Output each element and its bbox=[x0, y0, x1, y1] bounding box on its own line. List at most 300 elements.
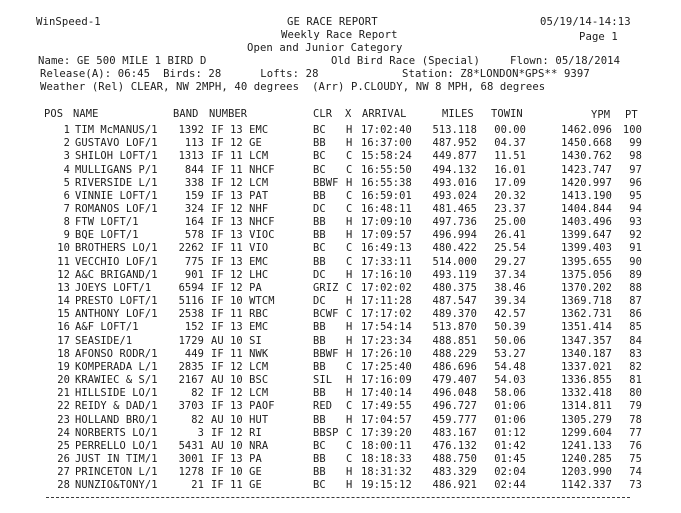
table-row bbox=[0, 124, 681, 137]
row-towin: 23.37 bbox=[494, 203, 526, 215]
row-clr: BC bbox=[313, 163, 326, 176]
row-clr: GRIZ bbox=[313, 281, 339, 294]
table-row bbox=[0, 335, 681, 348]
row-pos: 6 bbox=[63, 189, 70, 202]
row-towin: 04.37 bbox=[494, 137, 526, 150]
row-band: 1729 bbox=[178, 334, 204, 347]
table-row bbox=[0, 229, 681, 242]
col-arrival-header: ARRIVAL bbox=[362, 108, 407, 120]
row-clr: DC bbox=[313, 203, 326, 215]
row-ypm: 1351.414 bbox=[561, 321, 612, 334]
table-row bbox=[0, 348, 681, 361]
row-arrival: 17:09:57 bbox=[361, 229, 412, 242]
row-number: AU 10 NRA bbox=[211, 439, 269, 452]
row-clr: BC bbox=[313, 150, 326, 163]
row-ypm: 1395.655 bbox=[561, 255, 612, 268]
row-name: KOMPERADA L/1 bbox=[75, 360, 158, 373]
row-towin: 02:44 bbox=[494, 479, 526, 492]
row-towin: 17.09 bbox=[494, 176, 526, 189]
row-pos: 25 bbox=[57, 439, 70, 452]
row-number: IF 11 VIO bbox=[211, 242, 269, 255]
row-band: 5116 bbox=[178, 295, 204, 308]
row-miles: 497.736 bbox=[432, 216, 477, 229]
row-x: H bbox=[346, 124, 353, 136]
row-clr: BB bbox=[313, 216, 326, 229]
row-pt: 90 bbox=[629, 255, 642, 268]
row-towin: 00.00 bbox=[494, 124, 526, 136]
row-towin: 01:06 bbox=[494, 413, 526, 426]
row-ypm: 1241.133 bbox=[561, 439, 612, 452]
row-arrival: 15:58:24 bbox=[361, 150, 412, 163]
row-ypm: 1336.855 bbox=[561, 374, 612, 386]
row-towin: 50.39 bbox=[494, 321, 526, 334]
row-miles: 488.851 bbox=[432, 334, 477, 347]
row-name: BROTHERS LO/1 bbox=[75, 242, 158, 255]
row-band: 152 bbox=[184, 321, 204, 334]
row-arrival: 17:16:09 bbox=[361, 374, 412, 386]
row-pt: 78 bbox=[629, 413, 642, 426]
row-ypm: 1399.647 bbox=[561, 229, 612, 242]
page-number: Page 1 bbox=[579, 31, 618, 43]
row-band: 844 bbox=[184, 163, 204, 176]
table-row bbox=[0, 216, 681, 229]
race-name: Name: GE 500 MILE 1 BIRD D bbox=[38, 55, 207, 67]
row-name: VINNIE LOFT/1 bbox=[75, 189, 158, 202]
report-title: GE RACE REPORT bbox=[287, 16, 378, 28]
row-band: 6594 bbox=[178, 281, 204, 294]
row-miles: 513.870 bbox=[432, 321, 477, 334]
race-type: Old Bird Race (Special) bbox=[331, 55, 480, 67]
row-band: 775 bbox=[184, 255, 204, 268]
row-clr: BB bbox=[313, 453, 326, 465]
row-miles: 513.118 bbox=[432, 124, 477, 136]
row-name: KRAWIEC & S/1 bbox=[75, 374, 158, 386]
row-miles: 476.132 bbox=[432, 439, 477, 452]
row-arrival: 17:02:02 bbox=[361, 281, 412, 294]
row-clr: BB bbox=[313, 137, 326, 150]
row-pt: 95 bbox=[629, 189, 642, 202]
table-row bbox=[0, 164, 681, 177]
row-arrival: 17:02:40 bbox=[361, 124, 412, 136]
row-name: HILLSIDE LO/1 bbox=[75, 387, 158, 400]
row-pt: 99 bbox=[629, 137, 642, 150]
row-clr: BBSP bbox=[313, 426, 339, 439]
row-ypm: 1420.997 bbox=[561, 176, 612, 189]
table-row bbox=[0, 269, 681, 282]
row-band: 338 bbox=[184, 176, 204, 189]
row-band: 82 bbox=[191, 387, 204, 400]
row-miles: 480.422 bbox=[432, 242, 477, 255]
row-arrival: 18:31:32 bbox=[361, 466, 412, 479]
row-pt: 92 bbox=[629, 229, 642, 242]
row-name: ANTHONY LOF/1 bbox=[75, 308, 158, 321]
row-number: IF 10 WTCM bbox=[211, 295, 275, 308]
row-x: H bbox=[346, 413, 353, 426]
row-band: 3001 bbox=[178, 453, 204, 465]
row-name: JOEYS LOFT/1 bbox=[75, 281, 152, 294]
row-number: IF 10 GE bbox=[211, 466, 262, 479]
row-ypm: 1142.337 bbox=[561, 479, 612, 492]
table-row bbox=[0, 150, 681, 163]
row-pos: 16 bbox=[57, 321, 70, 334]
row-pos: 14 bbox=[57, 295, 70, 308]
row-name: PERRELLO LO/1 bbox=[75, 439, 158, 452]
row-name: JUST IN TIM/1 bbox=[75, 453, 158, 465]
row-miles: 496.994 bbox=[432, 229, 477, 242]
row-pos: 5 bbox=[63, 176, 70, 189]
row-ypm: 1399.403 bbox=[561, 242, 612, 255]
row-clr: BB bbox=[313, 360, 326, 373]
row-arrival: 17:09:10 bbox=[361, 216, 412, 229]
row-band: 2167 bbox=[178, 374, 204, 386]
row-pt: 85 bbox=[629, 321, 642, 334]
row-pt: 83 bbox=[629, 347, 642, 360]
row-name: SEASIDE/1 bbox=[75, 334, 133, 347]
weather-line: Weather (Rel) CLEAR, NW 2MPH, 40 degrees (Arr) P.CLOUDY, NW 8 MPH, 68 degrees bbox=[40, 81, 546, 93]
row-towin: 54.48 bbox=[494, 360, 526, 373]
row-clr: RED bbox=[313, 400, 333, 413]
row-x: H bbox=[346, 466, 353, 479]
table-row bbox=[0, 242, 681, 255]
row-arrival: 16:55:38 bbox=[361, 176, 412, 189]
row-pt: 81 bbox=[629, 374, 642, 386]
row-name: REIDY & DAD/1 bbox=[75, 400, 158, 413]
row-arrival: 16:59:01 bbox=[361, 189, 412, 202]
row-pos: 13 bbox=[57, 281, 70, 294]
row-miles: 487.952 bbox=[432, 137, 477, 150]
table-row bbox=[0, 203, 681, 216]
row-band: 164 bbox=[184, 216, 204, 229]
row-arrival: 17:26:10 bbox=[361, 347, 412, 360]
row-pt: 96 bbox=[629, 176, 642, 189]
row-towin: 11.51 bbox=[494, 150, 526, 163]
row-ypm: 1340.187 bbox=[561, 347, 612, 360]
row-band: 324 bbox=[184, 203, 204, 215]
row-name: A&F LOFT/1 bbox=[75, 321, 139, 334]
row-pos: 10 bbox=[57, 242, 70, 255]
row-pt: 86 bbox=[629, 308, 642, 321]
report-timestamp: 05/19/14-14:13 bbox=[540, 16, 631, 28]
row-name: BQE LOFT/1 bbox=[75, 229, 139, 242]
row-x: H bbox=[346, 374, 353, 386]
row-pt: 91 bbox=[629, 242, 642, 255]
table-row bbox=[0, 137, 681, 150]
table-row bbox=[0, 282, 681, 295]
row-ypm: 1462.096 bbox=[561, 124, 612, 136]
table-row bbox=[0, 414, 681, 427]
table-row bbox=[0, 256, 681, 269]
row-name: SHILOH LOFT/1 bbox=[75, 150, 158, 163]
row-towin: 02:04 bbox=[494, 466, 526, 479]
row-number: IF 13 PA bbox=[211, 453, 262, 465]
row-pt: 100 bbox=[622, 124, 642, 136]
row-pt: 84 bbox=[629, 334, 642, 347]
row-towin: 50.06 bbox=[494, 334, 526, 347]
row-pt: 73 bbox=[629, 479, 642, 492]
row-x: C bbox=[346, 163, 353, 176]
row-pt: 98 bbox=[629, 150, 642, 163]
table-row bbox=[0, 440, 681, 453]
row-pos: 28 bbox=[57, 479, 70, 492]
row-name: MULLIGANS P/1 bbox=[75, 163, 158, 176]
row-arrival: 16:49:13 bbox=[361, 242, 412, 255]
row-x: H bbox=[346, 229, 353, 242]
row-x: H bbox=[346, 321, 353, 334]
row-pt: 87 bbox=[629, 295, 642, 308]
table-row bbox=[0, 308, 681, 321]
row-ypm: 1430.762 bbox=[561, 150, 612, 163]
row-band: 449 bbox=[184, 347, 204, 360]
row-miles: 449.877 bbox=[432, 150, 477, 163]
col-miles-header: MILES bbox=[442, 108, 474, 120]
table-row bbox=[0, 321, 681, 334]
row-miles: 493.016 bbox=[432, 176, 477, 189]
col-clr-header: CLR bbox=[313, 108, 333, 120]
row-clr: BB bbox=[313, 229, 326, 242]
row-number: IF 13 PAT bbox=[211, 189, 269, 202]
row-towin: 16.01 bbox=[494, 163, 526, 176]
release-line: Release(A): 06:45 Birds: 28 Lofts: 28 bbox=[40, 68, 319, 80]
row-miles: 488.229 bbox=[432, 347, 477, 360]
row-pos: 12 bbox=[57, 268, 70, 281]
row-pt: 82 bbox=[629, 360, 642, 373]
row-pos: 26 bbox=[57, 453, 70, 465]
row-clr: BB bbox=[313, 321, 326, 334]
row-name: HOLLAND BRO/1 bbox=[75, 413, 158, 426]
row-miles: 489.370 bbox=[432, 308, 477, 321]
row-x: H bbox=[346, 387, 353, 400]
col-band-header: BAND bbox=[173, 108, 199, 120]
row-ypm: 1369.718 bbox=[561, 295, 612, 308]
row-band: 5431 bbox=[178, 439, 204, 452]
row-clr: DC bbox=[313, 268, 326, 281]
station-line: Station: Z8*LONDON*GPS** 9397 bbox=[402, 68, 590, 80]
row-arrival: 16:37:00 bbox=[361, 137, 412, 150]
row-clr: BB bbox=[313, 413, 326, 426]
row-pos: 22 bbox=[57, 400, 70, 413]
row-miles: 481.465 bbox=[432, 203, 477, 215]
row-pos: 8 bbox=[63, 216, 70, 229]
row-towin: 53.27 bbox=[494, 347, 526, 360]
row-number: IF 13 NHCF bbox=[211, 216, 275, 229]
row-pt: 77 bbox=[629, 426, 642, 439]
table-row bbox=[0, 177, 681, 190]
row-towin: 26.41 bbox=[494, 229, 526, 242]
col-name-header: NAME bbox=[73, 108, 99, 120]
row-clr: BCWF bbox=[313, 308, 339, 321]
row-number: IF 13 PAOF bbox=[211, 400, 275, 413]
row-name: VECCHIO LOF/1 bbox=[75, 255, 158, 268]
row-pos: 4 bbox=[63, 163, 70, 176]
row-band: 901 bbox=[184, 268, 204, 281]
row-clr: BC bbox=[313, 439, 326, 452]
row-pt: 94 bbox=[629, 203, 642, 215]
row-name: TIM McMANUS/1 bbox=[75, 124, 158, 136]
row-x: H bbox=[346, 479, 353, 492]
row-ypm: 1413.190 bbox=[561, 189, 612, 202]
row-ypm: 1362.731 bbox=[561, 308, 612, 321]
row-number: IF 13 EMC bbox=[211, 124, 269, 136]
table-row bbox=[0, 453, 681, 466]
row-pt: 76 bbox=[629, 439, 642, 452]
row-number: IF 12 LCM bbox=[211, 360, 269, 373]
row-x: C bbox=[346, 255, 353, 268]
row-miles: 487.547 bbox=[432, 295, 477, 308]
row-name: NORBERTS LO/1 bbox=[75, 426, 158, 439]
row-clr: DC bbox=[313, 295, 326, 308]
row-ypm: 1423.747 bbox=[561, 163, 612, 176]
row-miles: 493.119 bbox=[432, 268, 477, 281]
row-x: H bbox=[346, 176, 353, 189]
row-pos: 23 bbox=[57, 413, 70, 426]
table-row bbox=[0, 361, 681, 374]
row-pos: 27 bbox=[57, 466, 70, 479]
row-towin: 39.34 bbox=[494, 295, 526, 308]
row-pos: 19 bbox=[57, 360, 70, 373]
row-ypm: 1375.056 bbox=[561, 268, 612, 281]
row-pos: 1 bbox=[63, 124, 70, 136]
row-arrival: 17:40:14 bbox=[361, 387, 412, 400]
row-x: C bbox=[346, 400, 353, 413]
row-pt: 97 bbox=[629, 163, 642, 176]
row-ypm: 1240.285 bbox=[561, 453, 612, 465]
row-arrival: 17:49:55 bbox=[361, 400, 412, 413]
row-clr: BB bbox=[313, 334, 326, 347]
row-pos: 21 bbox=[57, 387, 70, 400]
report-subtitle: Weekly Race Report bbox=[281, 29, 398, 41]
row-arrival: 17:04:57 bbox=[361, 413, 412, 426]
row-ypm: 1314.811 bbox=[561, 400, 612, 413]
row-number: AU 10 SI bbox=[211, 334, 262, 347]
row-pt: 79 bbox=[629, 400, 642, 413]
row-ypm: 1403.496 bbox=[561, 216, 612, 229]
table-row bbox=[0, 295, 681, 308]
row-name: NUNZIO&TONY/1 bbox=[75, 479, 158, 492]
row-number: IF 13 EMC bbox=[211, 321, 269, 334]
row-ypm: 1305.279 bbox=[561, 413, 612, 426]
row-number: IF 12 RI bbox=[211, 426, 262, 439]
row-x: C bbox=[346, 189, 353, 202]
row-pt: 74 bbox=[629, 466, 642, 479]
footer-divider bbox=[46, 497, 630, 498]
col-number-header: NUMBER bbox=[209, 108, 248, 120]
row-name: A&C BRIGAND/1 bbox=[75, 268, 158, 281]
row-band: 2262 bbox=[178, 242, 204, 255]
row-name: PRINCETON L/1 bbox=[75, 466, 158, 479]
row-number: IF 11 RBC bbox=[211, 308, 269, 321]
row-x: H bbox=[346, 268, 353, 281]
row-towin: 42.57 bbox=[494, 308, 526, 321]
row-miles: 480.375 bbox=[432, 281, 477, 294]
row-ypm: 1332.418 bbox=[561, 387, 612, 400]
row-miles: 459.777 bbox=[432, 413, 477, 426]
row-arrival: 17:23:34 bbox=[361, 334, 412, 347]
row-x: C bbox=[346, 203, 353, 215]
row-pos: 9 bbox=[63, 229, 70, 242]
row-number: IF 11 NWK bbox=[211, 347, 269, 360]
row-towin: 54.03 bbox=[494, 374, 526, 386]
row-clr: BBWF bbox=[313, 176, 339, 189]
row-number: IF 11 NHCF bbox=[211, 163, 275, 176]
row-towin: 01:06 bbox=[494, 400, 526, 413]
row-ypm: 1347.357 bbox=[561, 334, 612, 347]
row-pos: 7 bbox=[63, 203, 70, 215]
row-ypm: 1299.604 bbox=[561, 426, 612, 439]
row-towin: 01:45 bbox=[494, 453, 526, 465]
col-x-header: X bbox=[345, 108, 352, 120]
row-arrival: 17:11:28 bbox=[361, 295, 412, 308]
row-band: 113 bbox=[184, 137, 204, 150]
row-name: PRESTO LOFT/1 bbox=[75, 295, 158, 308]
row-towin: 01:42 bbox=[494, 439, 526, 452]
row-towin: 25.54 bbox=[494, 242, 526, 255]
row-towin: 58.06 bbox=[494, 387, 526, 400]
category-label: Open and Junior Category bbox=[247, 42, 403, 54]
row-arrival: 17:33:11 bbox=[361, 255, 412, 268]
col-ypm-header: YPM bbox=[591, 109, 611, 121]
row-pos: 17 bbox=[57, 334, 70, 347]
row-name: ROMANOS LOF/1 bbox=[75, 203, 158, 215]
row-name: AFONSO RODR/1 bbox=[75, 347, 158, 360]
row-pos: 3 bbox=[63, 150, 70, 163]
row-towin: 38.46 bbox=[494, 281, 526, 294]
row-number: IF 12 LCM bbox=[211, 176, 269, 189]
row-band: 1278 bbox=[178, 466, 204, 479]
row-arrival: 19:15:12 bbox=[361, 479, 412, 492]
row-number: IF 12 NHF bbox=[211, 203, 269, 215]
row-miles: 486.696 bbox=[432, 360, 477, 373]
row-miles: 494.132 bbox=[432, 163, 477, 176]
row-pos: 24 bbox=[57, 426, 70, 439]
row-clr: BB bbox=[313, 189, 326, 202]
row-pt: 75 bbox=[629, 453, 642, 465]
row-clr: BB bbox=[313, 387, 326, 400]
row-name: RIVERSIDE L/1 bbox=[75, 176, 158, 189]
row-miles: 486.921 bbox=[432, 479, 477, 492]
row-band: 21 bbox=[191, 479, 204, 492]
row-arrival: 17:39:20 bbox=[361, 426, 412, 439]
row-band: 3703 bbox=[178, 400, 204, 413]
table-row bbox=[0, 387, 681, 400]
row-clr: BBWF bbox=[313, 347, 339, 360]
row-number: IF 12 LHC bbox=[211, 268, 269, 281]
row-miles: 488.750 bbox=[432, 453, 477, 465]
row-band: 2538 bbox=[178, 308, 204, 321]
table-row bbox=[0, 190, 681, 203]
row-miles: 483.167 bbox=[432, 426, 477, 439]
row-number: AU 10 HUT bbox=[211, 413, 269, 426]
flown-date: Flown: 05/18/2014 bbox=[510, 55, 621, 67]
row-miles: 483.329 bbox=[432, 466, 477, 479]
row-miles: 479.407 bbox=[432, 374, 477, 386]
row-miles: 493.024 bbox=[432, 189, 477, 202]
row-band: 159 bbox=[184, 189, 204, 202]
row-clr: BB bbox=[313, 466, 326, 479]
row-pt: 93 bbox=[629, 216, 642, 229]
row-x: H bbox=[346, 137, 353, 150]
row-pos: 20 bbox=[57, 374, 70, 386]
row-ypm: 1370.202 bbox=[561, 281, 612, 294]
row-arrival: 17:54:14 bbox=[361, 321, 412, 334]
row-arrival: 17:16:10 bbox=[361, 268, 412, 281]
col-towin-header: TOWIN bbox=[491, 108, 523, 120]
row-clr: SIL bbox=[313, 374, 333, 386]
row-x: C bbox=[346, 360, 353, 373]
row-pt: 89 bbox=[629, 268, 642, 281]
row-pt: 88 bbox=[629, 281, 642, 294]
row-x: C bbox=[346, 308, 353, 321]
row-pos: 2 bbox=[63, 137, 70, 150]
